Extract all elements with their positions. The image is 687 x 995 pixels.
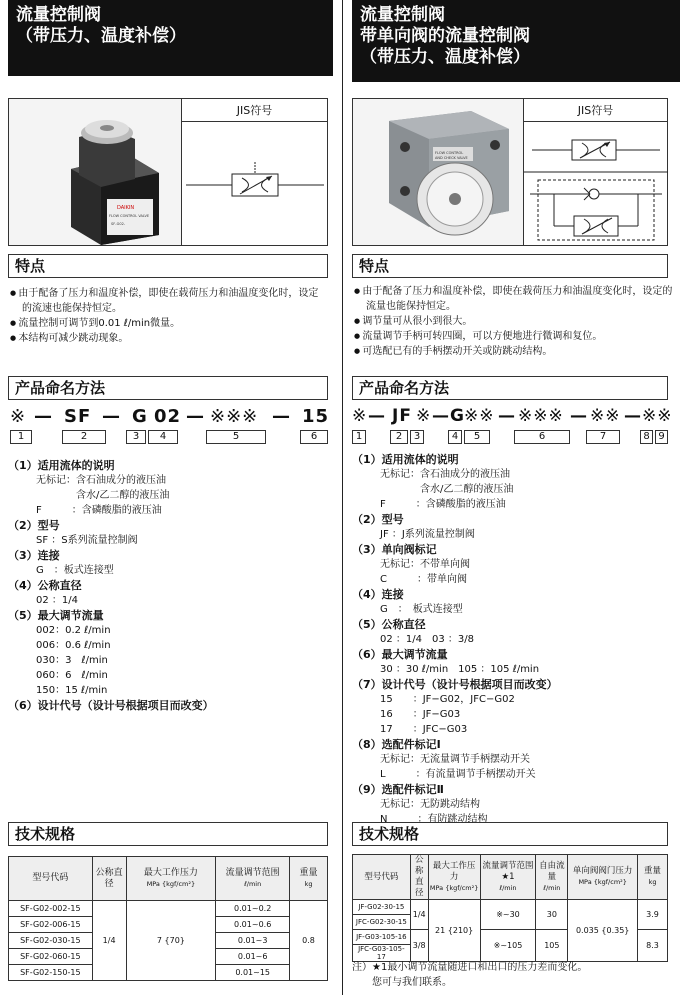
code-part: SF	[64, 406, 92, 427]
naming-item-heading: （5）最大调节流量	[8, 609, 104, 622]
code-part: 02	[154, 406, 182, 427]
naming-item-detail: 含水/乙二醇的液压油	[380, 484, 514, 495]
code-box: 8	[640, 430, 653, 444]
naming-item-detail: 150：15 ℓ/min	[36, 685, 108, 696]
code-box: 2	[62, 430, 106, 444]
right-features-title: 特点	[352, 254, 668, 278]
left-banner	[8, 0, 333, 76]
right-naming-items	[352, 452, 678, 827]
col-header: 型号代码	[9, 857, 93, 901]
naming-item-detail: 无标记：含石油成分的液压油	[380, 469, 510, 480]
right-banner-line: 流量控制阀	[360, 5, 445, 25]
code-part: G	[450, 406, 465, 426]
naming-item-detail: 006：0.6 ℓ/min	[36, 640, 111, 651]
naming-item-detail: 02 ：1/4 03 ：3/8	[380, 634, 474, 645]
naming-item-heading: （2）型号	[352, 513, 404, 526]
naming-item-detail: C ：带单向阀	[380, 574, 467, 585]
naming-item	[8, 548, 334, 578]
code-box: 6	[514, 430, 570, 444]
naming-item-heading: （3）单向阀标记	[352, 543, 437, 556]
feature-item: ● 由于配备了压力和温度补偿，即使在载荷压力和油温度变化时，设定的流量也能保持恒定。	[354, 284, 676, 314]
code-part: 15	[302, 406, 330, 427]
code-box: 4	[148, 430, 178, 444]
naming-item-detail: SF ：S系列流量控制阀	[36, 535, 138, 546]
col-header: 最大工作压力 MPa {kgf/cm²}	[428, 855, 480, 900]
left-banner-line: 流量控制阀	[16, 5, 101, 25]
naming-item	[352, 617, 678, 647]
check-flow-control-symbol-icon	[524, 122, 668, 248]
left-image-box	[8, 98, 328, 246]
right-image-box	[352, 98, 668, 246]
right-jis-panel	[523, 99, 667, 245]
left-naming-title: 产品命名方法	[8, 376, 328, 400]
flow-control-symbol-icon	[182, 122, 328, 248]
naming-item-detail: 含水/乙二醇的液压油	[36, 490, 170, 501]
table-cell: 8.3	[638, 930, 668, 962]
column-divider	[342, 0, 343, 995]
table-cell: 0.01~3	[216, 933, 290, 949]
naming-item-detail: L ：有流量调节手柄摆动开关	[380, 769, 536, 780]
table-cell: SF-G02-006-15	[9, 917, 93, 933]
naming-item-detail: 030：3 ℓ/min	[36, 655, 108, 666]
right-banner-line: 带单向阀的流量控制阀	[360, 26, 530, 46]
jis-symbol-area	[524, 122, 667, 252]
col-header: 流量调节范围★1 ℓ/min	[480, 855, 536, 900]
naming-item-heading: （8）选配件标记Ⅰ	[352, 738, 441, 751]
col-header: 重量 kg	[290, 857, 328, 901]
table-cell: 0.01~0.6	[216, 917, 290, 933]
table-cell: 0.01~6	[216, 949, 290, 965]
code-box: 3	[410, 430, 424, 444]
table-cell: JFC-G02-30-15	[353, 915, 411, 930]
naming-item	[352, 542, 678, 587]
left-naming-items	[8, 458, 334, 713]
left-features-title: 特点	[8, 254, 328, 278]
col-header: 公称直径	[92, 857, 126, 901]
table-cell: 105	[536, 930, 568, 962]
naming-item	[352, 452, 678, 512]
svg-text:DAIKIN: DAIKIN	[117, 205, 135, 211]
col-header: 公称直径	[410, 855, 428, 900]
naming-item-heading: （9）选配件标记Ⅱ	[352, 783, 444, 796]
code-box: 9	[655, 430, 668, 444]
table-cell: 3.9	[638, 900, 668, 930]
left-column	[8, 0, 333, 76]
code-dash: —	[34, 406, 53, 427]
naming-item-detail: 17 ：JFC−G03	[380, 724, 468, 735]
jf-valve-illustration	[353, 99, 523, 245]
code-dash: —	[432, 406, 450, 426]
naming-item-detail: 无标记：无流量调节手柄摆动开关	[380, 754, 530, 765]
code-dash: —	[272, 406, 291, 427]
code-part: ※※※	[210, 406, 259, 427]
table-cell: JF-G02-30-15	[353, 900, 411, 915]
naming-item-detail: G ： 板式连接型	[380, 604, 463, 615]
col-header: 最大工作压力 MPa {kgf/cm²}	[126, 857, 216, 901]
naming-item-detail: 02 ：1/4	[36, 595, 78, 606]
code-dash: —	[624, 406, 642, 426]
code-part: ※	[352, 406, 368, 426]
naming-item-heading: （3）连接	[8, 549, 60, 562]
right-code-boxes	[352, 430, 672, 444]
left-product-photo	[9, 99, 181, 245]
code-part: ※※	[642, 406, 673, 426]
jis-label: JIS符号	[182, 99, 327, 122]
naming-item-detail: 002：0.2 ℓ/min	[36, 625, 111, 636]
naming-item-detail: 无标记：不带单向阀	[380, 559, 470, 570]
feature-item: ● 由于配备了压力和温度补偿，即使在载荷压力和油温度变化时，设定的流速也能保持恒定。	[10, 286, 328, 316]
code-part: ※※※	[518, 406, 564, 426]
left-code-boxes	[10, 430, 328, 444]
feature-item: ● 调节量可从很小到很大。	[354, 314, 676, 329]
code-box: 5	[206, 430, 266, 444]
right-banner-line: （带压力、温度补偿）	[360, 47, 530, 67]
right-banner	[352, 0, 680, 82]
right-spec-title: 技术规格	[352, 822, 668, 846]
naming-item-heading: （7）设计代号（设计号根据项目而改变）	[352, 678, 558, 691]
table-cell: ※~30	[480, 900, 536, 930]
code-box: 7	[586, 430, 620, 444]
table-cell: JFC-G03-105-17	[353, 945, 411, 962]
naming-item-detail: 30 ：30 ℓ/min 105 ：105 ℓ/min	[380, 664, 540, 675]
naming-item	[352, 587, 678, 617]
naming-item	[352, 647, 678, 677]
naming-item	[8, 608, 334, 698]
table-cell: 0.035 {0.35}	[568, 900, 638, 962]
code-box: 6	[300, 430, 328, 444]
table-cell: SF-G02-150-15	[9, 965, 93, 981]
feature-item: ● 流量控制可调节到0.01 ℓ/min微量。	[10, 316, 328, 331]
code-part: JF	[392, 406, 412, 426]
code-part: ※※	[590, 406, 621, 426]
svg-text:FLOW CONTROL: FLOW CONTROL	[435, 151, 464, 155]
code-dash: —	[498, 406, 516, 426]
feature-item: ● 本结构可减少跳动现象。	[10, 331, 328, 346]
table-cell: ※~105	[480, 930, 536, 962]
left-banner-line: （带压力、温度补偿）	[16, 26, 186, 46]
table-cell: SF-G02-030-15	[9, 933, 93, 949]
left-jis-panel	[181, 99, 327, 245]
table-cell: JF-G03-105-16	[353, 930, 411, 945]
table-cell: 7 {70}	[126, 901, 216, 981]
naming-item	[8, 458, 334, 518]
code-box: 3	[126, 430, 146, 444]
naming-item	[352, 677, 678, 737]
code-dash: —	[186, 406, 205, 427]
right-column	[352, 0, 680, 82]
left-spec-table	[8, 856, 328, 981]
naming-item	[8, 578, 334, 608]
naming-item	[8, 518, 334, 548]
naming-item-heading: （4）连接	[352, 588, 404, 601]
jis-label: JIS符号	[524, 99, 667, 122]
right-table-note	[352, 960, 678, 990]
note-line: 注）★1最小调节流量随进口和出口的压力差而变化。	[352, 962, 588, 973]
naming-item-detail: JF ：J系列流量控制阀	[380, 529, 475, 540]
code-part: G	[132, 406, 148, 427]
col-header: 型号代码	[353, 855, 411, 900]
code-part: ※	[10, 406, 27, 427]
naming-item	[352, 512, 678, 542]
right-features-list	[354, 284, 676, 359]
code-dash: —	[570, 406, 588, 426]
left-features-list	[10, 286, 328, 346]
naming-item-heading: （6）最大调节流量	[352, 648, 448, 661]
table-cell: 0.01~0.2	[216, 901, 290, 917]
naming-item-detail: G ：板式连接型	[36, 565, 114, 576]
table-cell: 21 {210}	[428, 900, 480, 962]
right-spec-table	[352, 854, 668, 962]
code-part: ※	[416, 406, 432, 426]
code-box: 2	[390, 430, 408, 444]
table-cell: 1/4	[410, 900, 428, 930]
naming-item-detail: 16 ：JF−G03	[380, 709, 461, 720]
naming-item-detail: 060：6 ℓ/min	[36, 670, 108, 681]
feature-item: ● 流量调节手柄可转四圈，可以方便地进行微调和复位。	[354, 329, 676, 344]
col-header: 重量 kg	[638, 855, 668, 900]
svg-text:FLOW CONTROL VALVE: FLOW CONTROL VALVE	[109, 214, 150, 218]
table-cell: 1/4	[92, 901, 126, 981]
feature-item: ● 可选配已有的手柄摆动开关或防跳动结构。	[354, 344, 676, 359]
col-header: 单向阀阀门压力 MPa {kgf/cm²}	[568, 855, 638, 900]
code-box: 5	[464, 430, 490, 444]
table-cell: 0.8	[290, 901, 328, 981]
right-product-photo	[353, 99, 523, 245]
svg-text:SF-G02-: SF-G02-	[111, 222, 126, 226]
naming-item	[352, 782, 678, 827]
table-cell: 3/8	[410, 930, 428, 962]
left-spec-title: 技术规格	[8, 822, 328, 846]
code-box: 4	[448, 430, 462, 444]
naming-item	[8, 698, 334, 713]
naming-item-heading: （4）公称直径	[8, 579, 82, 592]
naming-item-heading: （1）适用流体的说明	[8, 459, 115, 472]
naming-item-heading: （6）设计代号（设计号根据项目而改变）	[8, 699, 214, 712]
table-cell: 0.01~15	[216, 965, 290, 981]
col-header: 自由流量 ℓ/min	[536, 855, 568, 900]
naming-item-heading: （1）适用流体的说明	[352, 453, 459, 466]
naming-item-detail: N ：有防跳动结构	[380, 814, 488, 825]
naming-item-heading: （5）公称直径	[352, 618, 426, 631]
code-dash: —	[102, 406, 121, 427]
svg-text:AND CHECK VALVE: AND CHECK VALVE	[435, 156, 468, 160]
code-part: ※※	[464, 406, 495, 426]
code-box: 1	[10, 430, 32, 444]
naming-item-detail: F ：含磷酸脂的液压油	[36, 505, 162, 516]
naming-item-detail: 15 ：JF−G02，JFC−G02	[380, 694, 515, 705]
naming-item-heading: （2）型号	[8, 519, 60, 532]
col-header: 流量调节范围 ℓ/min	[216, 857, 290, 901]
table-cell: SF-G02-060-15	[9, 949, 93, 965]
naming-item-detail: 无标记：含石油成分的液压油	[36, 475, 166, 486]
table-cell: 30	[536, 900, 568, 930]
jis-symbol-area	[182, 122, 327, 252]
sf-valve-illustration	[9, 99, 181, 245]
note-line: 您可与我们联系。	[352, 977, 452, 988]
naming-item-detail: F ：含磷酸脂的液压油	[380, 499, 506, 510]
table-cell: SF-G02-002-15	[9, 901, 93, 917]
right-naming-title: 产品命名方法	[352, 376, 668, 400]
code-dash: —	[368, 406, 386, 426]
code-box: 1	[352, 430, 366, 444]
naming-item-detail: 无标记：无防跳动结构	[380, 799, 480, 810]
naming-item	[352, 737, 678, 782]
